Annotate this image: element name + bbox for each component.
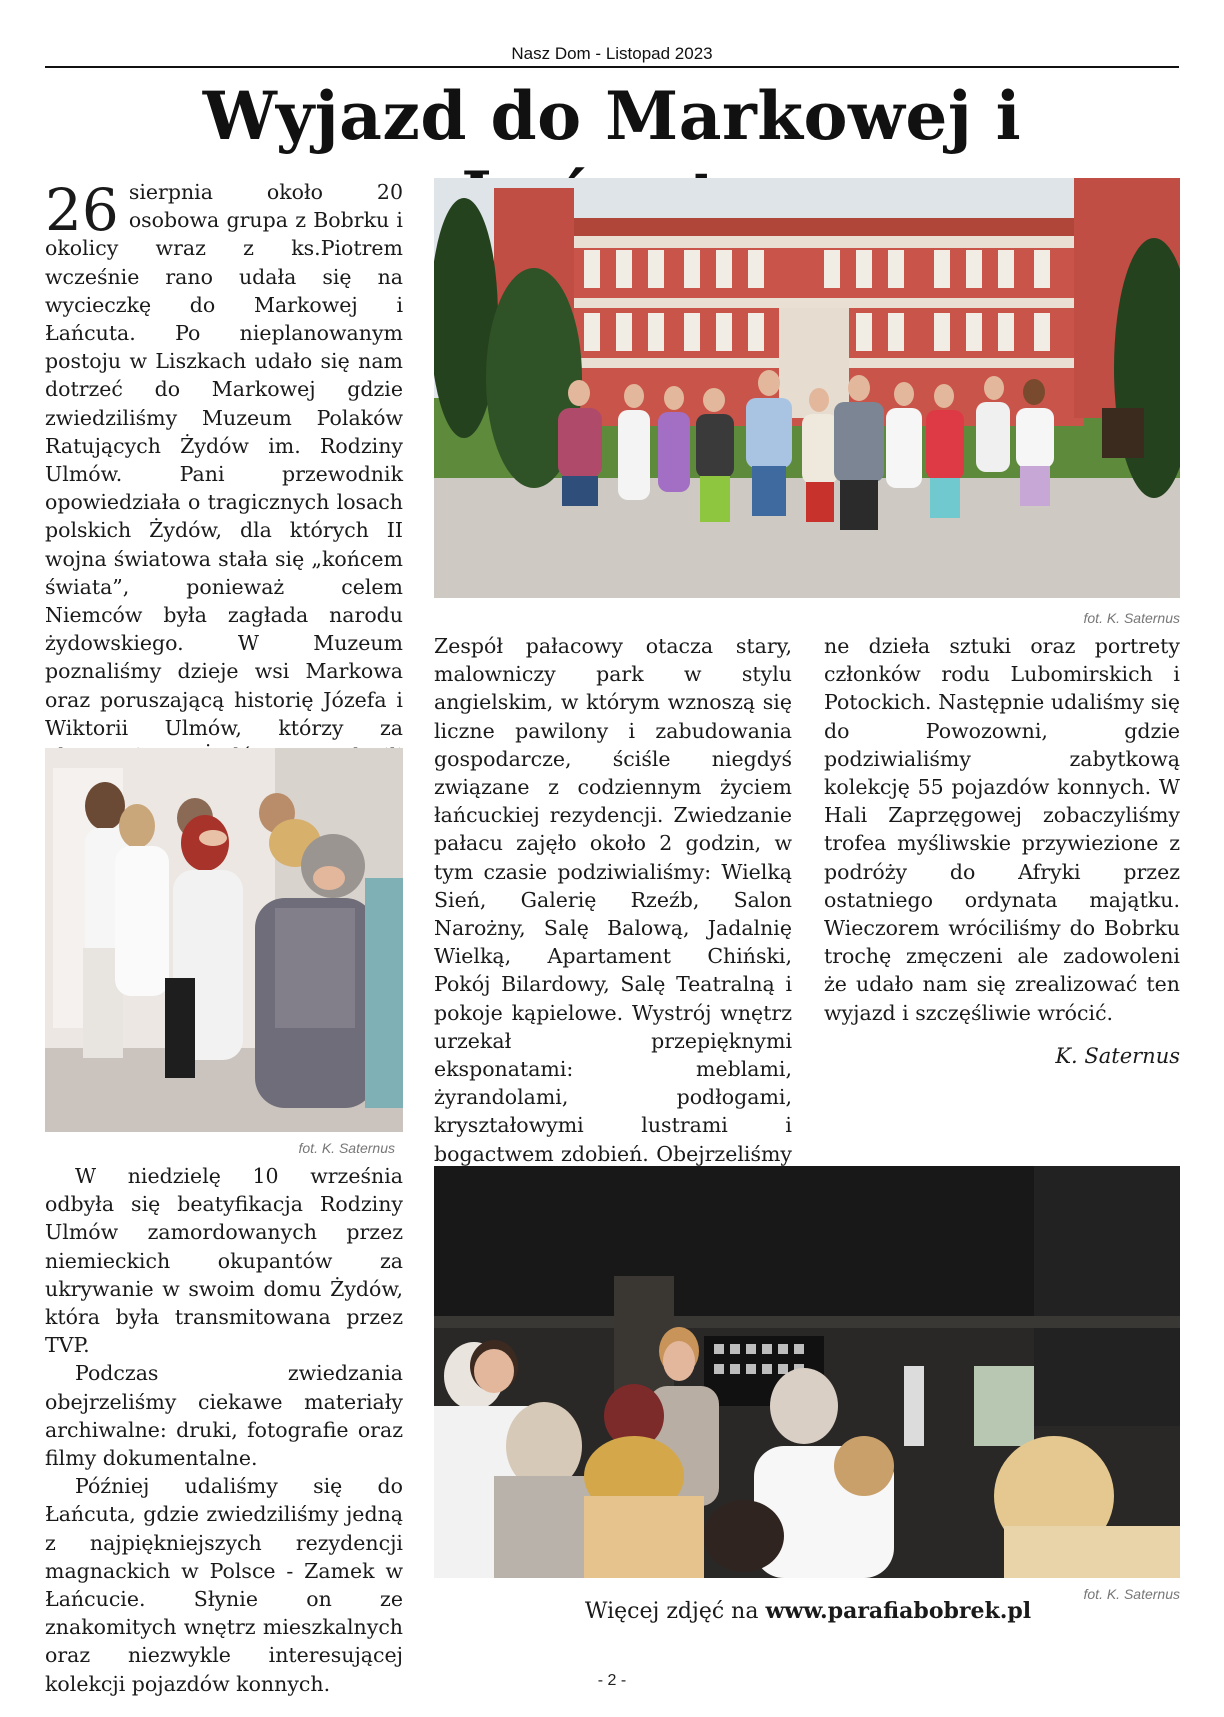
column-left-top: [45, 178, 403, 798]
more-photos-prefix: Więcej zdjęć na: [584, 1599, 766, 1624]
column-right: [824, 632, 1180, 1027]
website-link[interactable]: www.parafiabobrek.pl: [765, 1598, 1032, 1624]
publication-header: Nasz Dom - Listopad 2023: [511, 44, 713, 63]
photo-museum-visitors: [45, 748, 403, 1132]
more-photos-note: [436, 1598, 1180, 1624]
article-title: Wyjazd do Markowej i: [202, 77, 1022, 155]
dropcap: 26: [45, 176, 119, 244]
photo-credit-top: fot. K. Saternus: [1083, 610, 1180, 626]
intro-paragraph: sierpnia około 20 osobowa grupa z Bobrku i okolicy wraz z ks.Piotrem wcześnie rano udała się na wycieczkę do Markowej i Łańcuta. Po nieplanowanym postoju w Liszkach udało się nam dotrzeć do Markowej gdzie zwiedziliśmy Muzeum Polaków Ratujących Żydów im. Rodziny Ulmów. Pani przewodnik opowiedziała o tragicznych losach polskich Żydów, dla których II wojna światowa stała się „końcem świata”, ponieważ celem Niemców była zagłada narodu żydowskiego. W Muzeum poznaliśmy dzieje wsi Markowa oraz poruszającą historię Józefa i Wiktorii Ulmów, którzy za: [45, 180, 403, 740]
photo-credit-left: fot. K. Saternus: [298, 1140, 395, 1156]
photo-credit-bottom: fot. K. Saternus: [1083, 1586, 1180, 1602]
page-number: - 2 -: [597, 1672, 627, 1689]
paragraph-carriages: ne dzieła sztuki oraz portrety członków rodu Lubomirskich i Potockich. Następnie udaliśmy się do Powozowni, gdzie podziwialiśmy zabytkową kolekcję 55 pojazdów konnych. W Hali Zaprzęgowej zobaczyliśmy trofea myśliwskie przywiezione z podróży do Afryki przez ostatniego ordynata majątku. Wieczorem wróciliśmy do Bobrku trochę zmęczeni ale zadowoleni że udało nam się zrealizować ten wyjazd i szczęśliwie wrócić.: [824, 634, 1180, 1025]
author-signature: K. Saternus: [1055, 1044, 1180, 1068]
column-left-bottom: [45, 1162, 403, 1698]
photo-group-palace: [434, 178, 1180, 598]
column-middle: [434, 632, 792, 1196]
paragraph-archive: Podczas zwiedzania obejrzeliśmy ciekawe materiały archiwalne: druki, fotografie oraz filmy dokumentalne.: [45, 1361, 403, 1471]
header-rule: [45, 66, 1179, 68]
paragraph-beatification: W niedzielę 10 września odbyła się beatyfikacja Rodziny Ulmów zamordowanych przez niemieckich okupantów za ukrywanie w swoim domu Żydów, która była transmitowana przez TVP.: [45, 1164, 403, 1358]
photo-museum-guide: [434, 1166, 1180, 1578]
paragraph-lancut: Później udaliśmy się do Łańcuta, gdzie zwiedziliśmy jedną z najpiękniejszych rezydencji magnackich w Polsce - Zamek w Łańcucie. Słynie on ze znakomitych wnętrz mieszkalnych oraz niezwykle interesującej kolekcji pojazdów konnych.: [45, 1474, 403, 1696]
paragraph-palace: Zespół pałacowy otacza stary, malowniczy park w stylu angielskim, w którym wznoszą się liczne pawilony i zabudowania gospodarcze, ściśle niegdyś związane z codziennym życiem łańcuckiej rezydencji. Zwiedzanie pałacu zajęło około 2 godzin, w tym czasie podziwialiśmy: Wielką Sień, Galerię Rzeźb, Salon Narożny, Salę Balową, Jadalnię Wielką, Apartament Chiński, Pokój Bilardowy, Salę Teatralną i pokoje kąpielowe. Wystrój wnętrz urzekał przepięknymi eksponatami: meblami, żyrandolami, podłogami, kryształowymi lustrami i bogactwem zdobień. Obejrzeliśmy: [434, 634, 792, 1166]
